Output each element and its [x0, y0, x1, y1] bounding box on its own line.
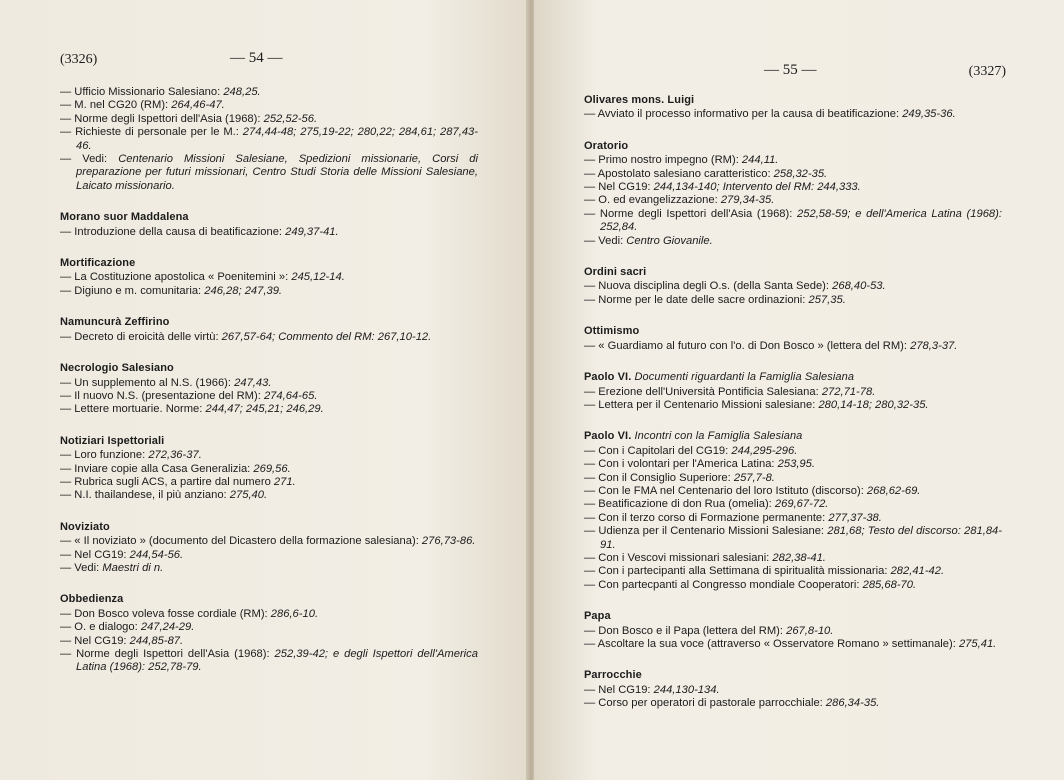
entry-line-text: — Inviare copie alla Casa Generalizia:: [60, 462, 254, 475]
entry-line-text: — Digiuno e m. comunitaria:: [60, 284, 205, 297]
entry-title-subtitle: Documenti riguardanti la Famiglia Salesiana: [634, 371, 855, 384]
entry-line-reference: 286,34-35.: [825, 697, 880, 710]
entry-line-text: — Don Bosco voleva fosse cordiale (RM):: [60, 607, 271, 620]
entry-line: [584, 458, 1002, 471]
entry-line-reference: 257,35.: [808, 293, 846, 306]
entry-line-reference: 253,95.: [777, 458, 815, 471]
entry-line-reference: 282,38-41.: [772, 551, 826, 564]
entry-title: [60, 211, 478, 224]
entry-line: [584, 194, 1002, 207]
entry-line-text: — Nel CG19:: [60, 634, 130, 647]
entry-line-reference: 267,57-64; Commento del RM: 267,10-12.: [221, 330, 432, 343]
entry-line-reference: 257,7-8.: [733, 471, 775, 484]
left-page: [0, 0, 528, 780]
index-entry: [60, 362, 478, 417]
entry-line: [60, 86, 478, 99]
entry-title: [584, 430, 1002, 443]
entry-line-text: — Loro funzione:: [60, 449, 149, 462]
index-entry: [584, 140, 1002, 248]
entry-line-reference: 244,47; 245,21; 246,29.: [205, 403, 324, 416]
entry-line: [584, 512, 1002, 525]
entry-line: [60, 331, 478, 344]
entry-title-text: Notiziari Ispettoriali: [60, 434, 165, 447]
entry-line-reference: 280,14-18; 280,32-35.: [818, 398, 929, 411]
entry-line: [60, 549, 478, 562]
entry-title: [584, 610, 1002, 623]
entry-title: [584, 140, 1002, 153]
entry-line: [60, 377, 478, 390]
entry-title: [60, 362, 478, 375]
entry-line-reference: 264,46-47.: [171, 99, 225, 112]
entry-line-reference: 267,8-10.: [786, 624, 834, 637]
entry-line: [60, 390, 478, 403]
entry-line-text: — O. ed evangelizzazione:: [584, 194, 721, 207]
entry-line-text: — Con i Vescovi missionari salesiani:: [584, 551, 773, 564]
entry-line-text: — Con i partecipanti alla Settimana di spiritualità missionaria:: [584, 565, 891, 578]
entry-line-text: — Vedi:: [60, 153, 119, 166]
entry-title-text: Mortificazione: [60, 257, 136, 270]
entry-line-text: — « Il noviziato » (documento del Dicastero della formazione salesiana):: [60, 535, 422, 548]
entry-line-reference: 268,40-53.: [832, 280, 886, 293]
entry-title-text: Ottimismo: [584, 325, 640, 338]
entry-line-reference: 244,85-87.: [129, 634, 184, 647]
entry-line: [60, 226, 478, 239]
entry-line: [584, 235, 1002, 248]
entry-title: [60, 316, 478, 329]
entry-line-text: — O. e dialogo:: [60, 621, 141, 634]
entry-title-text: Paolo VI.: [584, 430, 635, 443]
entry-line: [584, 625, 1002, 638]
entry-line-reference: Centro Giovanile.: [626, 234, 713, 247]
entry-title-text: Ordini sacri: [584, 266, 647, 279]
entry-line: [584, 340, 1002, 353]
entry-title-subtitle: Incontri con la Famiglia Salesiana: [634, 430, 803, 443]
entry-line: [584, 525, 1002, 552]
entry-line: [584, 684, 1002, 697]
entry-line: [584, 565, 1002, 578]
index-entry: [584, 371, 1002, 412]
entry-title-text: Noviziato: [60, 520, 110, 533]
entry-title: [60, 257, 478, 270]
entry-title-text: Morano suor Maddalena: [60, 211, 189, 224]
entry-title-text: Olivares mons. Luigi: [584, 94, 695, 106]
index-entry: [60, 257, 478, 298]
entry-line-reference: 281,68; Testo del discorso: 281,84-91.: [600, 525, 1002, 551]
entry-title: [60, 521, 478, 534]
entry-line: [60, 648, 478, 675]
entry-title-text: Necrologio Salesiano: [60, 362, 174, 375]
entry-line: [60, 153, 478, 193]
entry-line-text: — Primo nostro impegno (RM):: [584, 154, 742, 167]
entry-line-text: — Vedi:: [584, 234, 627, 247]
entry-line: [60, 99, 478, 112]
entry-line-reference: 277,37-38.: [828, 511, 882, 524]
entry-continuation: [60, 86, 478, 193]
entry-line-text: — Richieste di personale per le M.:: [60, 126, 243, 139]
left-page-content: [60, 86, 478, 693]
entry-line-text: — Udienza per il Centenario Missioni Salesiane:: [584, 525, 828, 538]
entry-line: [60, 562, 478, 575]
entry-line-reference: 244,130-134.: [653, 683, 720, 696]
index-entry: [584, 610, 1002, 651]
entry-line-text: — Con le FMA nel Centenario del loro Istituto (discorso):: [584, 484, 867, 497]
entry-line-reference: 269,67-72.: [774, 498, 829, 511]
entry-line-reference: 244,134-140; Intervento del RM: 244,333.: [653, 181, 861, 194]
entry-line-reference: 279,34-35.: [720, 194, 775, 207]
entry-line-text: — Avviato il processo informativo per la causa di beatificazione:: [584, 108, 903, 121]
entry-line-reference: 282,41-42.: [890, 565, 945, 578]
entry-title: [584, 371, 1002, 384]
entry-line-text: — M. nel CG20 (RM):: [60, 99, 172, 112]
entry-line: [60, 449, 478, 462]
right-page-content: [584, 94, 1002, 729]
entry-line-reference: 247,43.: [234, 376, 272, 389]
entry-line-reference: 276,73-86.: [421, 535, 476, 548]
entry-line: [584, 208, 1002, 235]
entry-title-text: Oratorio: [584, 139, 629, 152]
entry-line-reference: 247,24-29.: [140, 621, 195, 634]
entry-line: [60, 635, 478, 648]
entry-line-text: — Corso per operatori di pastorale parrocchiale:: [584, 697, 826, 710]
entry-title-text: Namuncurà Zeffirino: [60, 316, 170, 329]
index-entry: [60, 316, 478, 344]
entry-line-reference: 249,35-36.: [902, 108, 956, 121]
right-page: [534, 0, 1064, 780]
entry-line: [60, 608, 478, 621]
entry-line-text: — Norme degli Ispettori dell'Asia (1968):: [60, 648, 275, 660]
entry-line: [60, 403, 478, 416]
entry-line-reference: 246,28; 247,39.: [204, 284, 283, 297]
entry-line-text: — Un supplemento al N.S. (1966):: [60, 376, 235, 389]
entry-line-text: — « Guardiamo al futuro con l'o. di Don Bosco » (lettera del RM):: [584, 339, 911, 352]
entry-line-text: — Con i Capitolari del CG19:: [584, 444, 732, 457]
entry-line: [584, 181, 1002, 194]
entry-line: [584, 498, 1002, 511]
entry-line-reference: 258,32-35.: [773, 167, 828, 180]
entry-title: [60, 593, 478, 606]
index-entry: [584, 266, 1002, 307]
index-entry: [584, 430, 1002, 592]
entry-line: [584, 280, 1002, 293]
entry-line-text: — Decreto di eroicità delle virtù:: [60, 330, 222, 343]
entry-line-text: — Rubrica sugli ACS, a partire dal numero: [60, 475, 274, 488]
entry-line: [584, 552, 1002, 565]
entry-line: [60, 463, 478, 476]
entry-line: [60, 489, 478, 502]
entry-title: [60, 435, 478, 448]
entry-line-reference: 274,44-48; 275,19-22; 280,22; 284,61; 287,43-46.: [76, 126, 478, 152]
entry-line-reference: 249,37-41.: [285, 225, 339, 238]
entry-line-text: — Lettere mortuarie. Norme:: [60, 403, 206, 416]
entry-line-text: — Apostolato salesiano caratteristico:: [584, 167, 774, 180]
entry-line-text: — N.I. thailandese, il più anziano:: [60, 489, 230, 502]
entry-line: [60, 113, 478, 126]
entry-line-text: — Lettera per il Centenario Missioni salesiane:: [584, 398, 819, 411]
right-page-code: (3327): [968, 64, 1006, 79]
entry-line-reference: 252,52-56.: [263, 112, 318, 125]
entry-title: [584, 325, 1002, 338]
entry-line: [584, 294, 1002, 307]
entry-line: [60, 126, 478, 153]
entry-line-reference: 272,36-37.: [148, 449, 202, 462]
entry-title-text: Obbedienza: [60, 593, 124, 606]
entry-line-reference: 252,58-59; e dell'America Latina (1968): 252,84.: [600, 207, 1002, 234]
entry-title: [584, 669, 1002, 682]
entry-title-text: Paolo VI.: [584, 371, 635, 384]
entry-line-text: — Norme degli Ispettori dell'Asia (1968):: [60, 112, 264, 125]
entry-line-reference: 272,71-78.: [821, 385, 876, 398]
entry-line: [584, 638, 1002, 651]
entry-line-text: — Norme degli Ispettori dell'Asia (1968):: [584, 207, 798, 220]
index-entry: [60, 521, 478, 576]
entry-line-text: — Nel CG19:: [584, 683, 654, 696]
entry-line: [60, 535, 478, 548]
entry-line-reference: 274,64-65.: [263, 389, 318, 402]
entry-line-text: — Vedi:: [60, 561, 103, 574]
entry-line-reference: Centenario Missioni Salesiane, Spedizioni missionarie, Corsi di preparazione per futuri missionari, Centro Studi Storia delle Missioni Salesiane, Laicato missionario.: [76, 153, 478, 192]
entry-line-reference: 275,41.: [958, 638, 997, 650]
entry-line-reference: 252,39-42; e degli Ispettori dell'America Latina (1968): 252,78-79.: [76, 648, 478, 674]
entry-line: [584, 108, 1002, 121]
entry-line-text: — La Costituzione apostolica « Poenitemini »:: [60, 271, 292, 284]
left-page-number: — 54 —: [230, 50, 283, 66]
entry-line: [584, 168, 1002, 181]
entry-line-text: — Con il Consiglio Superiore:: [584, 471, 734, 484]
index-entry: [584, 94, 1002, 122]
entry-line: [584, 485, 1002, 498]
entry-line-reference: 271.: [273, 475, 296, 488]
entry-line-reference: 245,12-14.: [291, 271, 345, 284]
entry-line-text: — Nel CG19:: [584, 181, 654, 194]
right-page-number: — 55 —: [764, 62, 817, 78]
entry-line: [60, 285, 478, 298]
right-entries: [584, 94, 1002, 711]
entry-title: [584, 266, 1002, 279]
entry-line-text: — Don Bosco e il Papa (lettera del RM):: [584, 624, 787, 637]
entry-line-text: — Ufficio Missionario Salesiano:: [60, 86, 224, 98]
entry-line-reference: 248,25.: [223, 86, 261, 98]
entry-line-text: — Con partecpanti al Congresso mondiale Cooperatori:: [584, 578, 863, 591]
entry-line-text: — Nuova disciplina degli O.s. (della Santa Sede):: [584, 280, 833, 293]
entry-line-text: — Ascoltare la sua voce (attraverso « Osservatore Romano » settimanale):: [584, 638, 959, 650]
index-entry: [584, 325, 1002, 353]
entry-line: [584, 399, 1002, 412]
entry-line: [584, 386, 1002, 399]
entry-line-text: — Nel CG19:: [60, 548, 130, 561]
entry-line-text: — Con i volontari per l'America Latina:: [584, 458, 778, 471]
entry-line: [584, 154, 1002, 167]
index-entry: [60, 435, 478, 503]
entry-line-reference: 286,6-10.: [270, 607, 319, 620]
entry-line-reference: 285,68-70.: [862, 578, 917, 591]
entry-line: [584, 472, 1002, 485]
entry-line-reference: 278,3-37.: [910, 339, 958, 352]
left-page-code: (3326): [60, 52, 98, 67]
entry-line-text: — Introduzione della causa di beatificazione:: [60, 225, 286, 238]
index-entry: [584, 669, 1002, 710]
entry-title-text: Papa: [584, 610, 611, 623]
entry-line-reference: 275,40.: [229, 489, 268, 502]
entry-line: [60, 476, 478, 489]
entry-title-text: Parrocchie: [584, 669, 642, 682]
entry-line: [584, 579, 1002, 592]
entry-line-reference: 269,56.: [253, 462, 291, 475]
entry-line-text: — Il nuovo N.S. (presentazione del RM):: [60, 389, 264, 402]
entry-line: [584, 697, 1002, 710]
entry-line-reference: Maestri di n.: [102, 561, 164, 574]
entry-line-text: — Beatificazione di don Rua (omelia):: [584, 498, 775, 511]
entry-line-reference: 268,62-69.: [866, 484, 921, 497]
left-entries: [60, 211, 478, 675]
entry-line: [60, 271, 478, 284]
entry-line: [584, 445, 1002, 458]
entry-title: [584, 94, 1002, 107]
entry-line-reference: 244,54-56.: [129, 548, 184, 561]
index-entry: [60, 211, 478, 239]
entry-line-text: — Erezione dell'Università Pontificia Salesiana:: [584, 385, 822, 398]
entry-line-text: — Norme per le date delle sacre ordinazioni:: [584, 293, 809, 306]
entry-line: [60, 621, 478, 634]
entry-line-reference: 244,295-296.: [731, 444, 798, 457]
entry-line-reference: 244,11.: [741, 154, 779, 167]
entry-line-text: — Con il terzo corso di Formazione permanente:: [584, 511, 829, 524]
index-entry: [60, 593, 478, 674]
